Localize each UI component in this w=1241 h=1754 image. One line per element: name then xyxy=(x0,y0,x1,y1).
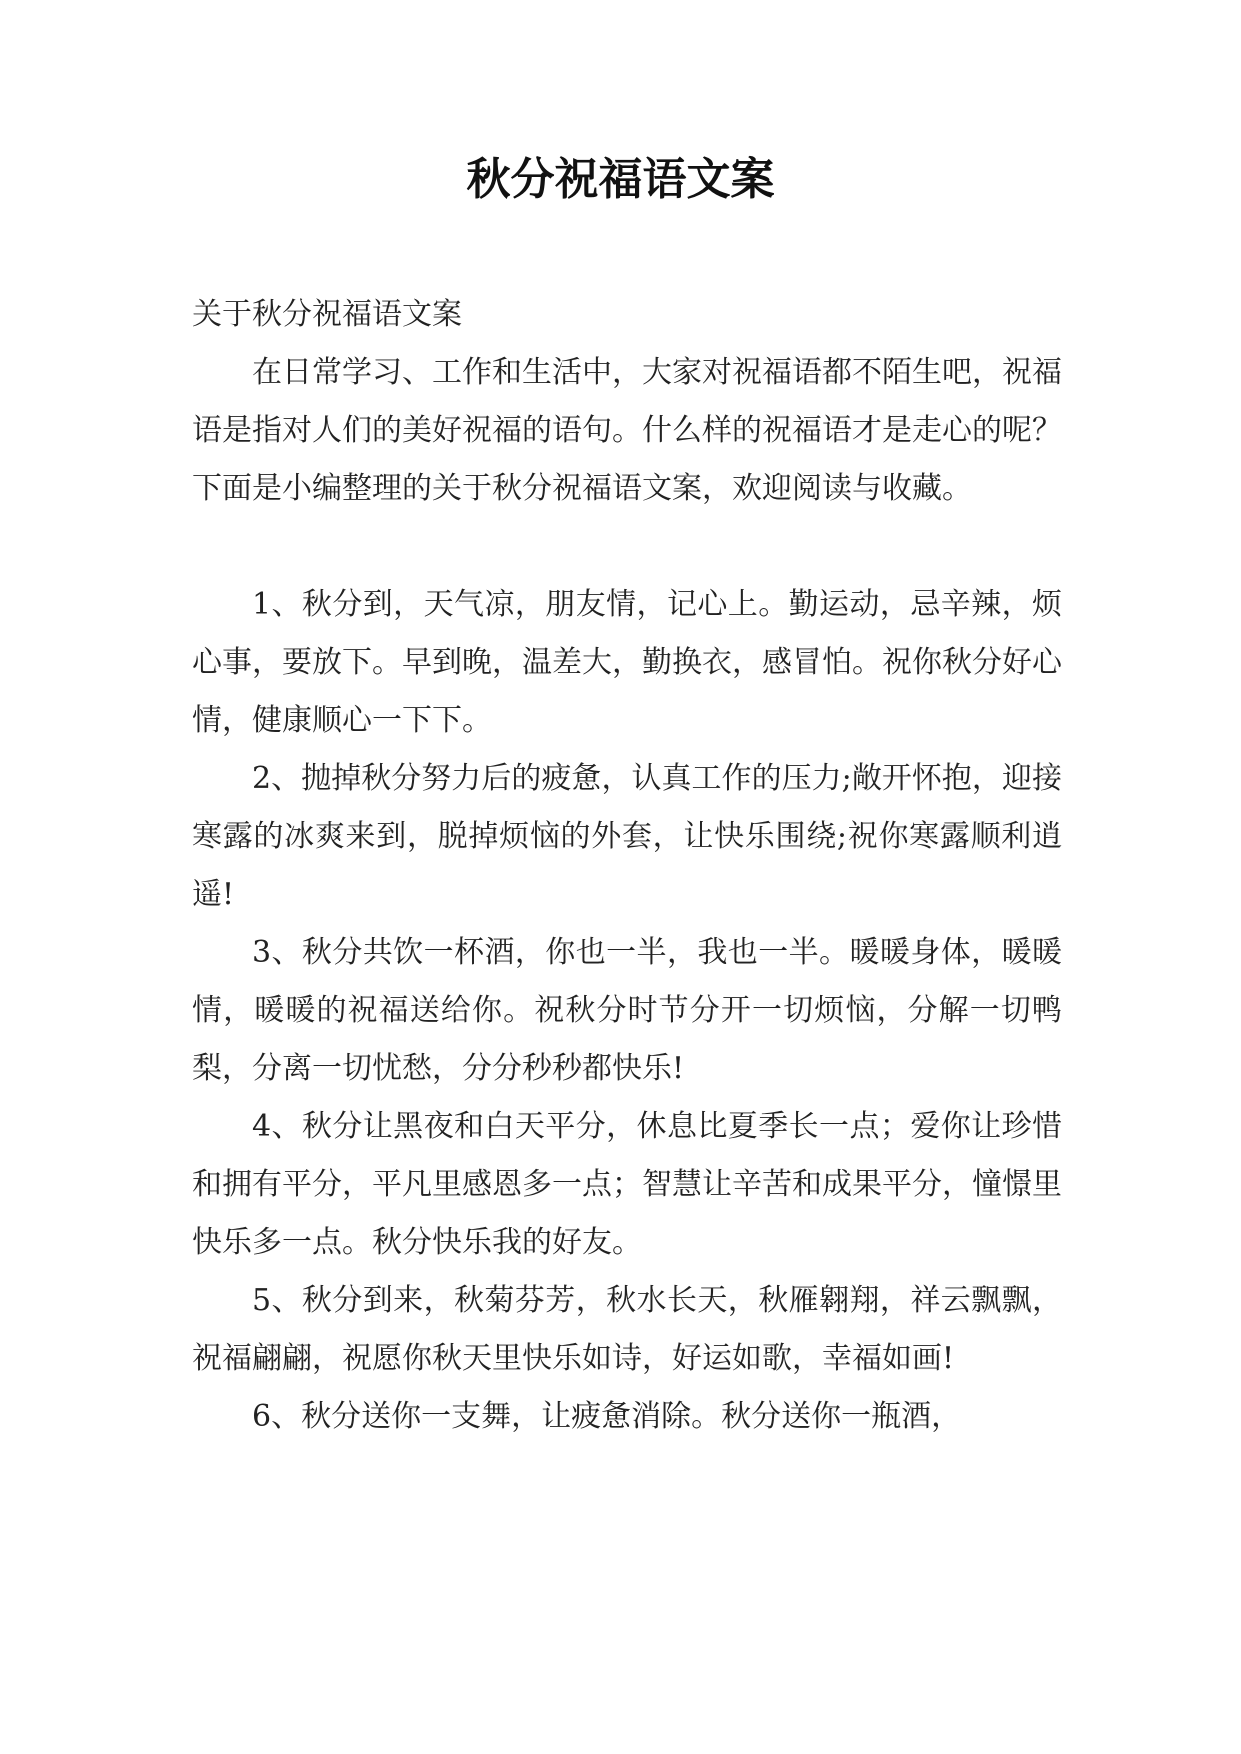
blessing-item-4: 4、秋分让黑夜和白天平分，休息比夏季长一点；爱你让珍惜和拥有平分，平凡里感恩多一点；智慧让辛苦和成果平分，憧憬里快乐多一点。秋分快乐我的好友。 xyxy=(192,1109,1062,1260)
blessing-item-5: 5、秋分到来，秋菊芬芳，秋水长天，秋雁翱翔，祥云飘飘，祝福翩翩，祝愿你秋天里快乐如诗，好运如歌，幸福如画! xyxy=(192,1283,1062,1376)
document-title: 秋分祝福语文案 xyxy=(466,154,775,205)
blessing-item-6: 6、秋分送你一支舞，让疲惫消除。秋分送你一瓶酒， xyxy=(252,1399,962,1434)
intro-paragraph: 在日常学习、工作和生活中，大家对祝福语都不陌生吧，祝福语是指对人们的美好祝福的语句。什么样的祝福语才是走心的呢？下面是小编整理的关于秋分祝福语文案，欢迎阅读与收藏。 xyxy=(192,355,1062,506)
blessing-item-1: 1、秋分到，天气凉，朋友情，记心上。勤运动，忌辛辣，烦心事，要放下。早到晚，温差大，勤换衣，感冒怕。祝你秋分好心情，健康顺心一下下。 xyxy=(192,587,1062,738)
paragraph-spacer xyxy=(192,518,1062,576)
document-body xyxy=(192,286,1062,1446)
blessing-item-2: 2、抛掉秋分努力后的疲惫，认真工作的压力;敞开怀抱，迎接寒露的冰爽来到，脱掉烦恼的外套，让快乐围绕;祝你寒露顺利逍遥! xyxy=(192,761,1062,912)
document-subtitle: 关于秋分祝福语文案 xyxy=(192,297,462,332)
blessing-item-3: 3、秋分共饮一杯酒，你也一半，我也一半。暖暖身体，暖暖情，暖暖的祝福送给你。祝秋分时节分开一切烦恼，分解一切鸭梨，分离一切忧愁，分分秒秒都快乐! xyxy=(192,935,1062,1086)
